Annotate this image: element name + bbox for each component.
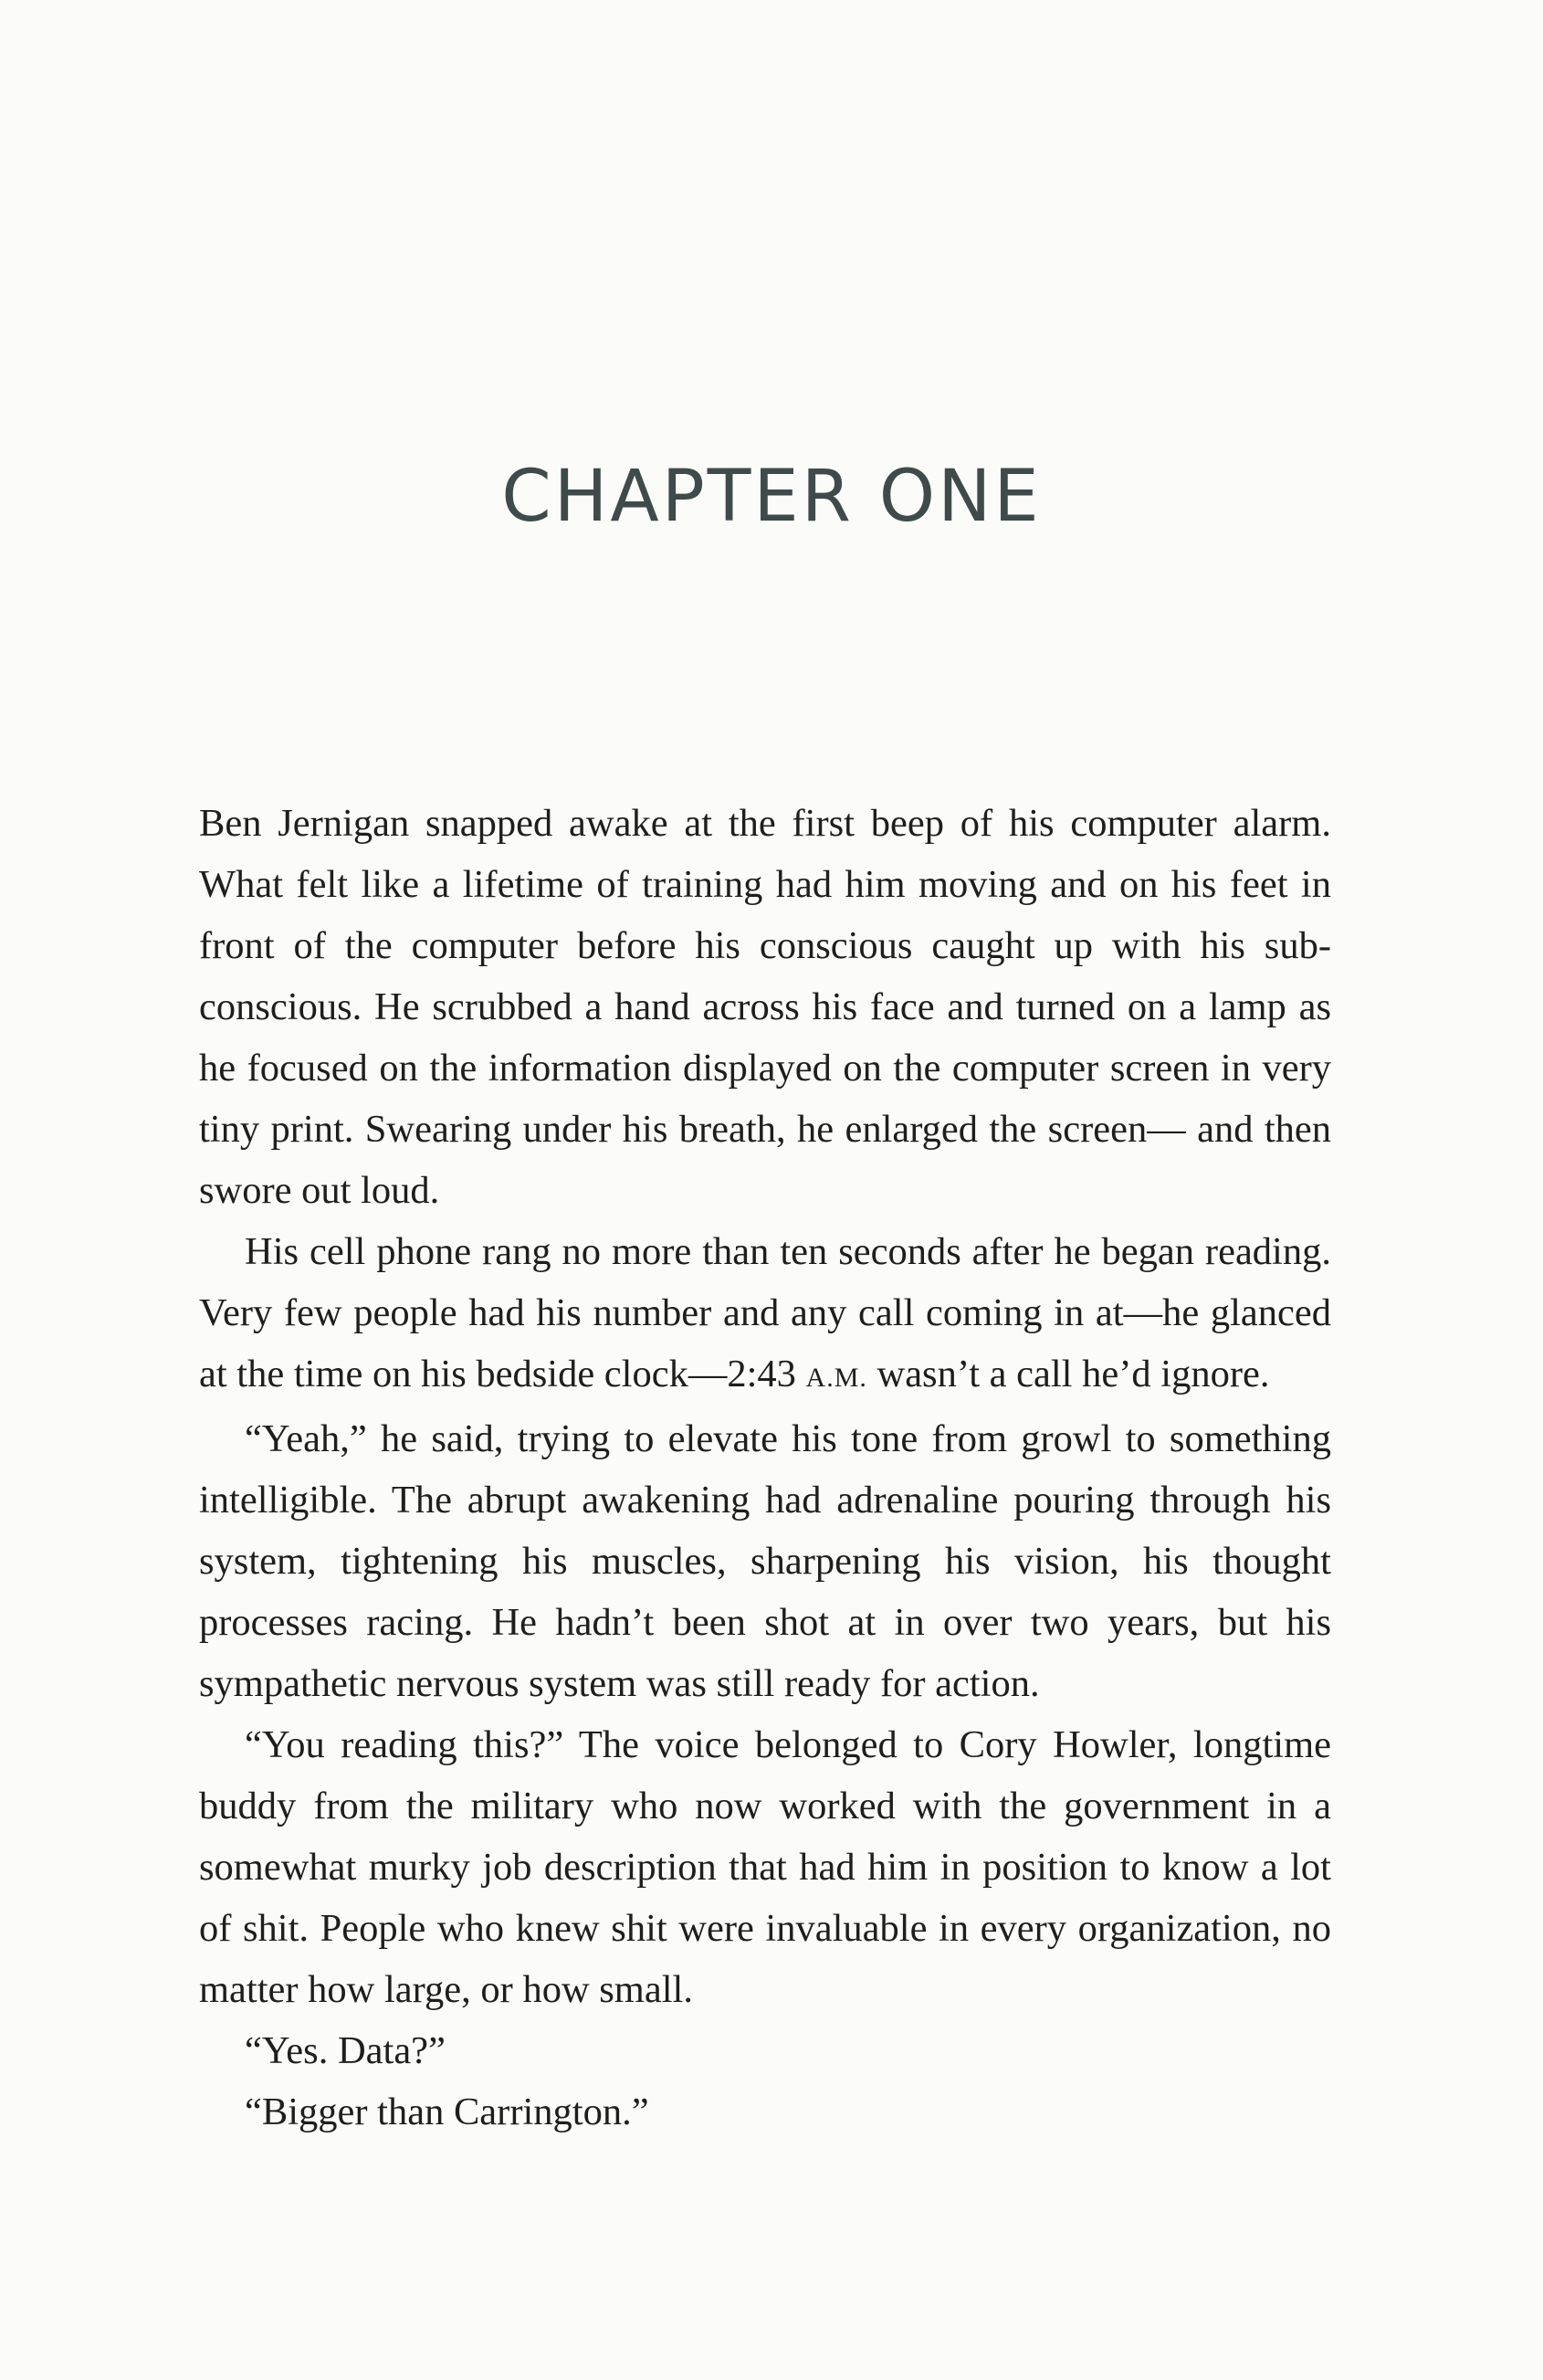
paragraph-6: “Bigger than Carrington.”: [245, 2090, 649, 2133]
paragraph-3: “Yeah,” he said, trying to elevate his tone from growl to something intelligible. The abrupt awakening had adrenaline pouring through his system, tightening his muscles, sharpening his vision, his thought processes racing. He hadn’t been shot at in over two years, but his sympathetic nervous system was still ready for action.: [199, 1417, 1331, 1705]
paragraph-2: [199, 1221, 1331, 1408]
paragraph-4: “You reading this?” The voice belonged to Cory Howler, longtime buddy from the military who now worked with the government in a somewhat murky job description that had him in position to know a lot of shit. People who knew shit were invaluable in every organization, no matter how large, or how small.: [199, 1723, 1331, 2011]
chapter-title: CHAPTER ONE: [501, 456, 1042, 538]
chapter-body: [199, 793, 1331, 2143]
paragraph-2-text: His cell phone rang no more than ten seconds after he began reading. Very few people had his number and any call coming in at—he glanced at the time on his bedside clock—2:43: [199, 1230, 1331, 1395]
paragraph-5: “Yes. Data?”: [245, 2029, 446, 2072]
time-suffix: A.M.: [805, 1363, 867, 1393]
paragraph-1: Ben Jernigan snapped awake at the first beep of his computer alarm. What felt like a lifetime of training had him moving and on his feet in front of the computer before his conscious caught up with his subconscious. He scrubbed a hand across his face and turned on a lamp as he focused on the information displayed on the computer screen in very tiny print. Swearing under his breath, he enlarged the screen— and then swore out loud.: [199, 802, 1331, 1212]
paragraph-2-end: wasn’t a call he’d ignore.: [866, 1353, 1270, 1395]
